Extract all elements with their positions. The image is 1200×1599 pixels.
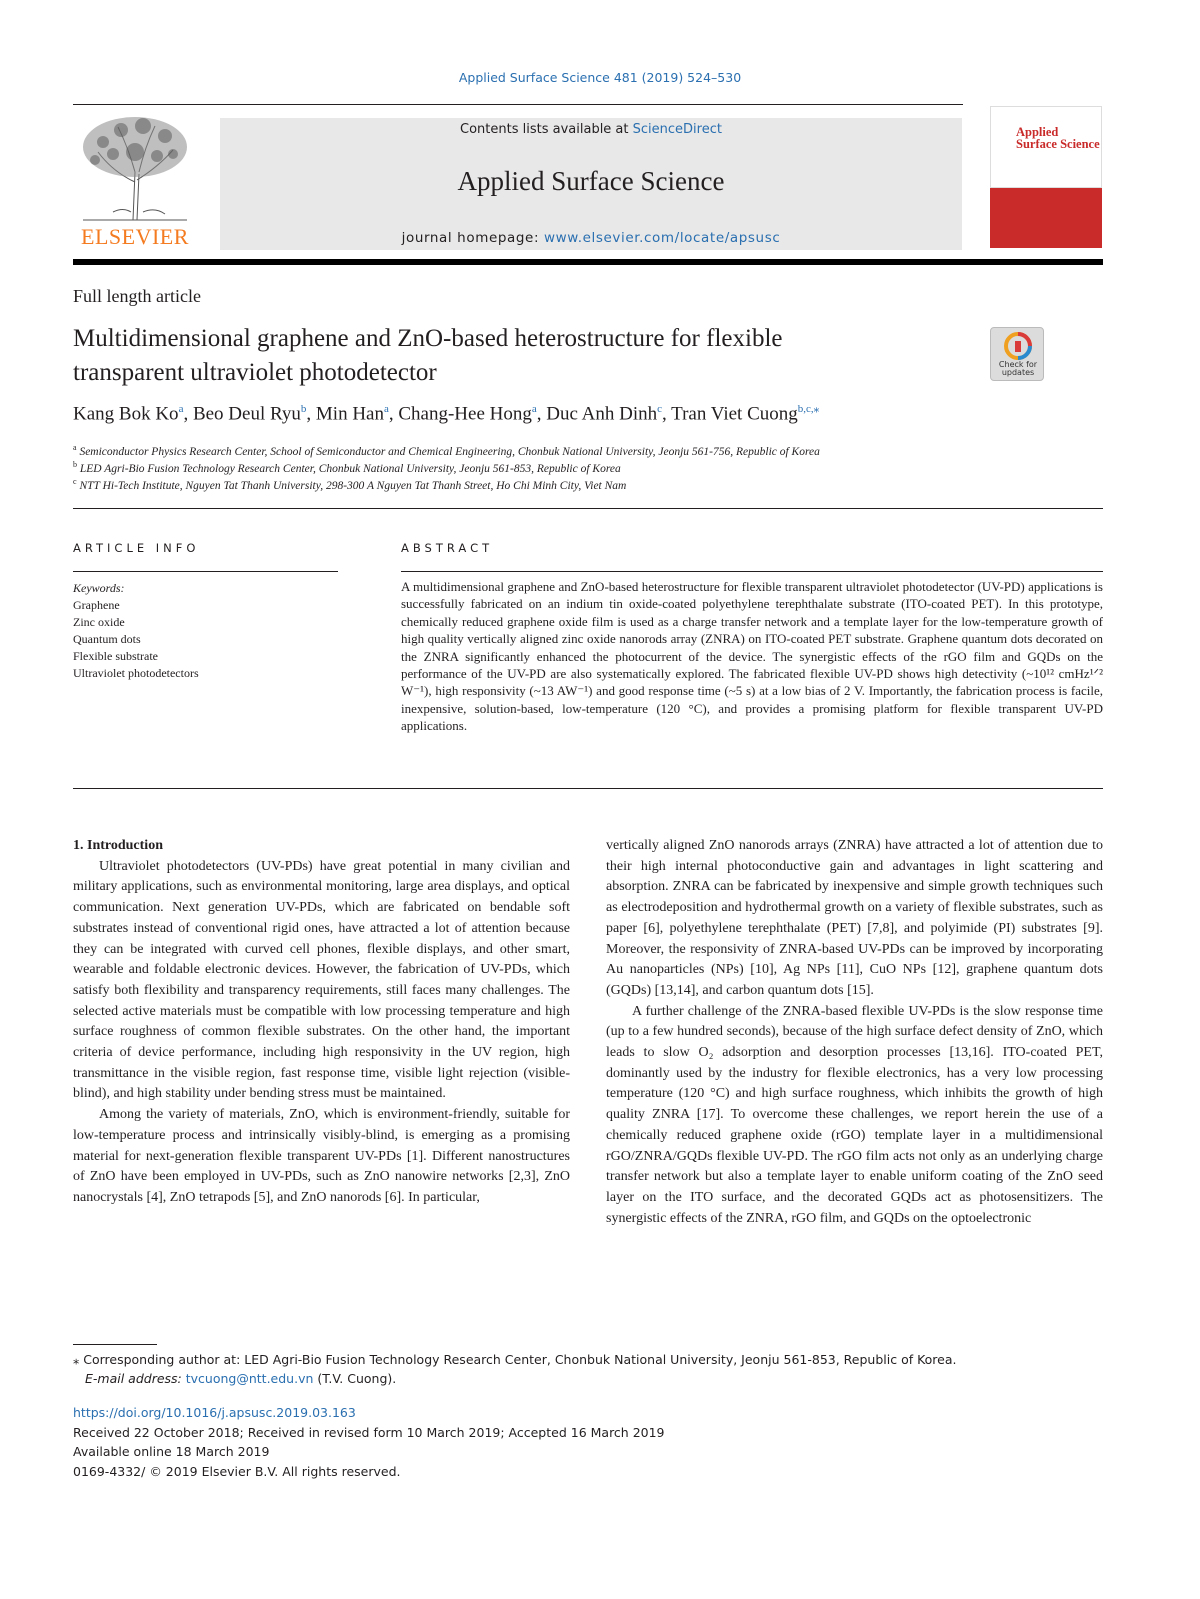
email-owner: (T.V. Cuong).: [313, 1371, 397, 1386]
elsevier-wordmark: ELSEVIER: [81, 224, 189, 249]
article-meta: [73, 1403, 665, 1481]
abstract-text: A multidimensional graphene and ZnO-based heterostructure for flexible transparent ultraviolet photodetector (UV-PD) applications is successfully fabricated on an indium tin oxide-coated polyethylene terephthalate substrate (ITO-coated PET). In this prototype, chemically reduced graphene oxide film is used as a charge transfer network and a template layer for the low-temperature growth of high quality vertically aligned zinc oxide nanorods array (ZNRA) on ITO-coated PET substrate. Graphene quantum dots decorated on the ZNRA significantly enhanced the photocurrent of the device. The synergistic effects of the rGO film and GQDs on the performance of the UV-PD are also systematically explored. The fabricated flexible UV-PD shows high detectivity (~10¹² cmHz¹ᐟ² W⁻¹), high responsivity (~13 AW⁻¹) and good response time (~5 s) at a low bias of 2 V. Importantly, the fabrication process is facile, inexpensive, solution-based, low-temperature (120 °C), and provides a promising platform for flexible transparent UV-PD applications.: [401, 579, 1103, 734]
affiliation-text: LED Agri-Bio Fusion Technology Research Center, Chonbuk National University, Jeonju 561-853, Republic of Korea: [79, 462, 621, 475]
footnote-line: [73, 1350, 1103, 1369]
article-title: [73, 322, 953, 390]
header-rule: [73, 104, 963, 105]
homepage-prefix: journal homepage:: [401, 230, 545, 246]
elsevier-logo: [73, 112, 197, 252]
author-name[interactable]: Beo Deul Ryu: [192, 403, 301, 425]
received-dates: Received 22 October 2018; Received in revised form 10 March 2019; Accepted 16 March 2019: [73, 1424, 665, 1440]
journal-citation[interactable]: Applied Surface Science 481 (2019) 524–530: [458, 70, 742, 85]
keyword: Flexible substrate: [73, 649, 158, 663]
abstract-bottom-rule: [73, 788, 1103, 789]
affiliation-mark: a: [73, 443, 77, 452]
author-affiliation-mark[interactable]: a: [178, 403, 184, 415]
affiliation-mark: c: [73, 477, 77, 486]
author-list: Kang Bok Ko$^a$, Beo Deul Ryu$^b$, Min Han$^a$, Chang-Hee Hong$^a$, Duc Anh Dinh$^c$, Tran Viet Cuong$^{b,c,⁎}$: [73, 403, 820, 425]
affiliation-a: [73, 443, 820, 458]
affiliation-text: NTT Hi-Tech Institute, Nguyen Tat Thanh University, 298-300 A Nguyen Tat Thanh Street, Ho Chi Minh City, Viet Nam: [79, 479, 627, 492]
contents-lists-line: [220, 122, 962, 137]
doi-link[interactable]: https://doi.org/10.1016/j.apsusc.2019.03.163: [73, 1405, 356, 1420]
journal-header-band: [220, 118, 962, 250]
affiliation-text: Semiconductor Physics Research Center, School of Semiconductor and Chemical Engineering, Chonbuk National University, Jeonju 561-756, Republic of Korea: [79, 445, 820, 458]
homepage-link[interactable]: www.elsevier.com/locate/apsusc: [544, 230, 781, 246]
keyword: Graphene: [73, 598, 120, 612]
section-title: 1. Introduction: [73, 838, 163, 853]
keyword: Ultraviolet photodetectors: [73, 666, 199, 680]
check-label-line2: updates: [1001, 368, 1035, 377]
footnote-mark: ⁎: [73, 1352, 80, 1367]
abstract-heading: ABSTRACT: [401, 541, 494, 555]
elsevier-tree-icon: [73, 112, 197, 222]
author-name[interactable]: Duc Anh Dinh: [546, 403, 658, 425]
affiliation-mark: b: [73, 460, 77, 469]
header-thick-rule: [73, 259, 1103, 265]
title-line1: Multidimensional graphene and ZnO-based heterostructure for flexible: [73, 325, 783, 352]
keyword: Zinc oxide: [73, 615, 125, 629]
body-left-column: [73, 836, 570, 1209]
copyright: 0169-4332/ © 2019 Elsevier B.V. All rights reserved.: [73, 1463, 401, 1479]
affiliations-rule: [73, 508, 1103, 509]
body-paragraph: Among the variety of materials, ZnO, which is environment-friendly, suitable for low-temperature process and intrinsically visibly-blind, is emerging as a promising material for next-generation flexible transparent UV-PDs [1]. Different nanostructures of ZnO have been employed in UV-PDs, such as ZnO nanowire networks [2,3], ZnO nanocrystals [4], ZnO tetrapods [5], and ZnO nanorods [6]. In particular,: [73, 1107, 570, 1205]
keywords-label: Keywords:: [73, 581, 125, 595]
abstract-rule: [401, 571, 1103, 572]
author-affiliation-mark[interactable]: b,c,⁎: [797, 403, 820, 415]
cover-title-line2: Surface Science: [1016, 137, 1100, 151]
available-online: Available online 18 March 2019: [73, 1444, 270, 1459]
check-for-updates-badge[interactable]: [990, 327, 1044, 381]
article-info-heading: ARTICLE INFO: [73, 541, 200, 555]
cover-title-line1: Applied: [1016, 125, 1059, 139]
journal-homepage-line: [220, 230, 962, 246]
check-updates-icon: [1004, 332, 1032, 360]
email-line: [73, 1369, 1103, 1388]
author-name[interactable]: Chang-Hee Hong: [398, 403, 532, 425]
keyword: Quantum dots: [73, 632, 141, 646]
article-type: Full length article: [73, 286, 201, 306]
footnote-text: Corresponding author at: LED Agri-Bio Fusion Technology Research Center, Chonbuk National University, Jeonju 561-853, Republic of Korea.: [83, 1352, 957, 1367]
check-label-line1: Check for: [998, 360, 1038, 369]
affiliation-b: [73, 460, 621, 475]
body-paragraph: A further challenge of the ZNRA-based flexible UV-PDs is the slow response time (up to a few hundred seconds), because of the high surface defect density of ZnO, which leads to slow O₂ adsorption and desorption processes [13,16]. ITO-coated PET, dominantly used by the industry for flexible electronics, has a very low processing temperature (120 °C) and high surface roughness, which inhibits the growth of high quality ZNRA [17]. To overcome these challenges, we report herein the use of a chemically reduced graphene oxide (rGO) template layer in a multidimensional rGO/ZNRA/GQDs flexible UV-PD. The rGO film acts not only as an underlying charge transfer network but also a template layer to enable uniform coating of the ZnO seed layer on the ITO surface, and the decorated GQDs act as photosensitizers. The synergistic effects of the ZNRA, rGO film, and GQDs on the optoelectronic: [606, 1003, 1103, 1226]
journal-name: Applied Surface Science: [457, 166, 725, 196]
contents-prefix: Contents lists available at: [460, 122, 633, 137]
body-paragraph: Ultraviolet photodetectors (UV-PDs) have great potential in many civilian and military applications, such as environmental monitoring, large area displays, and optical communication. Next generation UV-PDs, which are fabricated on bendable soft substrates instead of conventional rigid ones, have attracted a lot of attention because they can be integrated with curved cell phones, flexible displays, and other smart, wearable and foldable electronic devices. However, the fabrication of UV-PDs, which satisfy both flexibility and transparency requirements, still faces many challenges. The selected active materials must be compatible with low processing temperature and high surface roughness of common flexible substrates. On the other hand, the important criteria of device performance, including high responsivity in the UV region, high transmittance in the visible region, fast response time, visible light rejection (visible-blind), and high stability under bending stress must be maintained.: [73, 858, 570, 1102]
sciencedirect-link[interactable]: ScienceDirect: [632, 122, 722, 137]
body-right-column: [606, 836, 1103, 1229]
author-affiliation-mark[interactable]: a: [531, 403, 537, 415]
author-affiliation-mark[interactable]: a: [383, 403, 389, 415]
corresponding-author-footnote: [73, 1350, 1103, 1388]
affiliation-c: [73, 477, 626, 492]
title-line2: transparent ultraviolet photodetector: [73, 359, 437, 386]
email-label: E-mail address:: [85, 1371, 182, 1386]
journal-cover[interactable]: [990, 106, 1102, 248]
author-name[interactable]: Kang Bok Ko: [73, 403, 179, 425]
body-paragraph: vertically aligned ZnO nanorods arrays (ZNRA) have attracted a lot of attention due to their high internal photoconductive gain and advantages in light scattering and absorption. ZNRA can be fabricated by inexpensive and simple growth techniques such as electrodeposition and hydrothermal growth on a variety of flexible substrates, such as paper [6], polyethylene terephthalate (PET) [7,8], and polyimide (PI) substrates [9]. Moreover, the responsivity of ZNRA-based UV-PDs can be improved by incorporating Au nanoparticles (NPs) [10], Ag NPs [11], CuO NPs [12], graphene quantum dots (GQDs) [13,14], and carbon quantum dots [15].: [606, 838, 1103, 998]
footnote-rule: [73, 1344, 157, 1345]
article-info-rule: [73, 571, 338, 572]
author-affiliation-mark[interactable]: b: [300, 403, 307, 415]
author-affiliation-mark[interactable]: c: [657, 403, 662, 415]
check-updates-label: [991, 361, 1045, 377]
author-name[interactable]: Min Han: [315, 403, 384, 425]
cover-title: [1016, 126, 1100, 150]
author-email-link[interactable]: tvcuong@ntt.edu.vn: [185, 1371, 314, 1386]
author-name[interactable]: Tran Viet Cuong: [671, 403, 798, 425]
